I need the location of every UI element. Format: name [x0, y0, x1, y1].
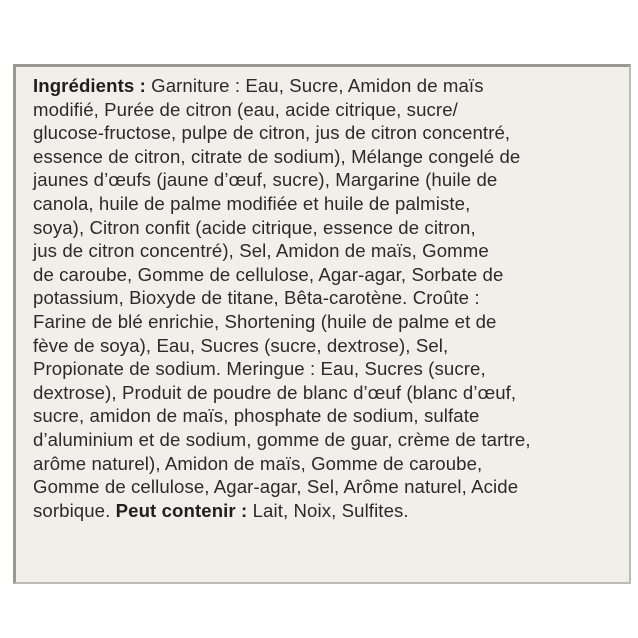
ingredients-line-7: soya), Citron confit (acide citrique, essence de citron, — [33, 216, 476, 238]
ingredients-line-16: d’aluminium et de sodium, gomme de guar, crème de tartre, — [33, 428, 531, 450]
ingredients-line-2: modifié, Purée de citron (eau, acide citrique, sucre/ — [33, 98, 458, 120]
ingredients-line-3: glucose-fructose, pulpe de citron, jus de citron concentré, — [33, 122, 511, 144]
ingredients-line-6: canola, huile de palme modifiée et huile de palmiste, — [33, 192, 471, 214]
allergen-list: Lait, Noix, Sulfites. — [247, 499, 409, 521]
allergen-heading: Peut contenir : — [115, 499, 248, 521]
ingredients-line-15: sucre, amidon de maïs, phosphate de sodium, sulfate — [33, 405, 480, 427]
ingredients-line-5: jaunes d’œufs (jaune d’œuf, sucre), Margarine (huile de — [33, 169, 498, 191]
ingredients-line-9: de caroube, Gomme de cellulose, Agar-agar, Sorbate de — [33, 263, 504, 285]
ingredients-heading: Ingrédients : — [33, 75, 146, 96]
ingredients-line-4: essence de citron, citrate de sodium), Mélange congelé de — [33, 145, 521, 167]
ingredients-line-14: dextrose), Produit de poudre de blanc d’œuf (blanc d’œuf, — [33, 381, 517, 403]
ingredients-line-8: jus de citron concentré), Sel, Amidon de maïs, Gomme — [33, 240, 489, 262]
ingredients-line-18: Gomme de cellulose, Agar-agar, Sel, Arôme naturel, Acide — [33, 476, 519, 498]
ingredients-line-13: Propionate de sodium. Meringue : Eau, Sucres (sucre, — [33, 358, 486, 380]
ingredients-line-17: arôme naturel), Amidon de maïs, Gomme de caroube, — [33, 452, 483, 474]
ingredients-text — [33, 74, 623, 522]
ingredients-line-1: Ingrédients : Garniture : Eau, Sucre, Amidon de maïs — [33, 75, 484, 96]
ingredients-line-12: fève de soya), Eau, Sucres (sucre, dextrose), Sel, — [33, 334, 449, 356]
ingredients-line-10: potassium, Bioxyde de titane, Bêta-carotène. Croûte : — [33, 287, 480, 309]
ingredients-line-11: Farine de blé enrichie, Shortening (huile de palme et de — [33, 310, 497, 332]
ingredients-line-19: sorbique. Peut contenir : Lait, Noix, Sulfites. — [33, 499, 409, 521]
